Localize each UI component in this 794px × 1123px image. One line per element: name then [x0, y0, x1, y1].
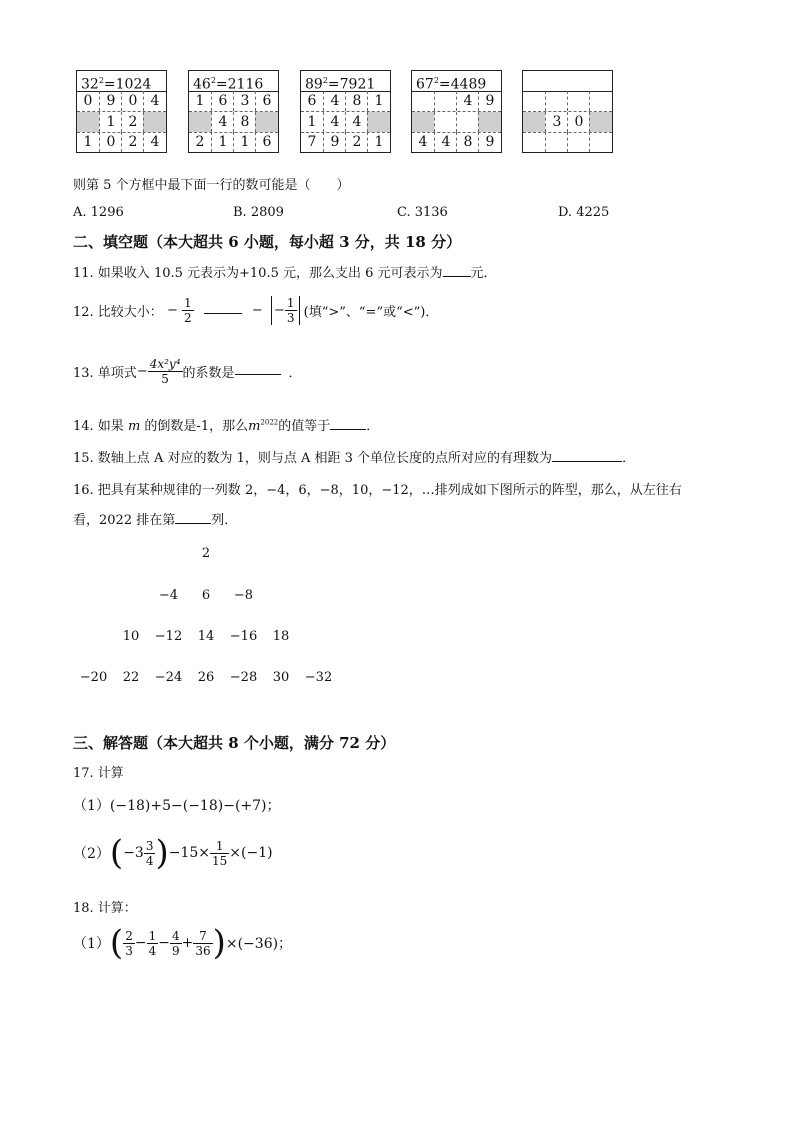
question-17-part-1: （1）(−18)+5−(−18)−(+7)； — [73, 798, 281, 814]
answer-blank[interactable] — [175, 523, 211, 524]
grid-row — [189, 112, 278, 133]
answer-blank[interactable] — [330, 429, 366, 430]
grid-row — [189, 132, 278, 152]
triangle-number: −32 — [304, 670, 333, 685]
answer-blank[interactable] — [235, 374, 281, 375]
grid-cell: 2 — [345, 132, 368, 152]
q12-minus-2: − — [251, 303, 263, 318]
q12-absolute-value: − $\frac{1}{3}$ — [271, 296, 300, 325]
grid-cell: 6 — [255, 132, 278, 152]
grid-cell: 1 — [211, 132, 234, 152]
grid-cell: 1 — [83, 134, 93, 150]
grid-row — [523, 112, 612, 133]
grid-cell: 4 — [323, 91, 346, 111]
grid-cell — [523, 132, 545, 152]
grid-cell: 1 — [195, 93, 205, 109]
triangle-number: −16 — [229, 629, 258, 644]
q12-tail: (填“>”、“=”或“<”)． — [303, 305, 439, 320]
grid-title: $67^2=4489$ — [412, 71, 501, 92]
grid-title: $46^2=2116$ — [189, 71, 278, 92]
grid-cell: 0 — [567, 112, 590, 132]
grid-row — [301, 132, 390, 152]
grid-cell: 7 — [307, 134, 317, 150]
grid-cell: 4 — [345, 112, 368, 132]
question-17-title: 17. 计算 — [73, 766, 124, 781]
grid-cell: 4 — [143, 91, 166, 111]
q11-text: 11. 如果收入 10.5 元表示为+10.5 元，那么支出 6 元可表示为 — [73, 266, 443, 281]
option-c: C. 3136 — [397, 205, 448, 220]
section-3-title: 三、解答题（本大超共 8 个小题，满分 72 分） — [73, 734, 396, 752]
question-13: 13. 单项式− $\frac{\text{4x²y⁴}}{5}$ 的系数是 ． — [73, 357, 302, 386]
grid-row — [77, 112, 166, 133]
q11-tail: 元． — [470, 266, 497, 281]
grid-cell: 8 — [456, 132, 479, 152]
triangle-number: −4 — [158, 588, 179, 603]
question-18-part-1: （1）( $\frac{2}{3}$ − $\frac{1}{4}$ − $\frac{4}{9}$ + $\frac{7}{36}$ )×(−36)； — [73, 923, 293, 963]
grid-cell: 4 — [418, 134, 428, 150]
grid-cell — [434, 112, 457, 132]
grid-cell — [143, 112, 166, 132]
grid-cell: 4 — [434, 132, 457, 152]
grid-row — [77, 132, 166, 152]
grid-row — [523, 91, 612, 112]
grid-cell: 1 — [367, 132, 390, 152]
grid-row — [523, 132, 612, 152]
triangle-number: 22 — [122, 670, 140, 685]
grid-cell — [589, 132, 612, 152]
grid-row — [412, 132, 501, 152]
grid-cell: 3 — [233, 91, 256, 111]
question-10-stem: 则第 5 个方框中最下面一行的数可能是（ ） — [73, 178, 350, 193]
grid-cell: 6 — [211, 91, 234, 111]
grid-cell — [77, 112, 99, 132]
q13-text: 13. 单项式 — [73, 366, 137, 381]
square-grid-2 — [188, 70, 279, 153]
q13-fraction: $\frac{\text{4x²y⁴}}{5}$ — [149, 357, 181, 386]
grid-title: $32^2=1024$ — [77, 71, 166, 92]
grid-cell: 0 — [121, 91, 144, 111]
triangle-number: −20 — [79, 670, 108, 685]
grid-cell — [189, 112, 211, 132]
grid-row — [412, 91, 501, 112]
grid-cell: 9 — [478, 91, 501, 111]
grid-cell — [545, 91, 568, 111]
q12-fraction-1: $\frac{1}{2}$ — [184, 296, 192, 325]
square-grid-4 — [411, 70, 502, 153]
grid-cell — [589, 91, 612, 111]
grid-cell — [523, 112, 545, 132]
grid-cell — [434, 91, 457, 111]
grid-row — [412, 112, 501, 133]
answer-blank[interactable] — [443, 276, 471, 277]
question-18-title: 18. 计算： — [73, 901, 137, 916]
grid-cell: 0 — [99, 132, 122, 152]
triangle-number: −8 — [233, 588, 254, 603]
grid-cell: 4 — [211, 112, 234, 132]
grid-row — [301, 112, 390, 133]
q12-text: 12. 比较大小： — [73, 305, 163, 320]
grid-cell — [367, 112, 390, 132]
question-16-line1: 16. 把具有某种规律的一列数 2，−4，6，−8，10，−12，…排列成如下图所示的阵型，那么，从左往右 — [73, 483, 682, 498]
option-b: B. 2809 — [233, 205, 284, 220]
answer-blank[interactable] — [552, 461, 622, 462]
triangle-number: −24 — [154, 670, 183, 685]
grid-cell — [412, 112, 434, 132]
question-16-line2: 看，2022 排在第 列． — [73, 513, 238, 528]
q13-mid: 的系数是 — [182, 366, 235, 381]
grid-row — [77, 91, 166, 112]
square-grid-3 — [300, 70, 391, 153]
grid-cell — [567, 91, 590, 111]
triangle-number: −28 — [229, 670, 258, 685]
grid-cell: 9 — [323, 132, 346, 152]
grid-title — [523, 71, 612, 92]
grid-cell — [567, 132, 590, 152]
grid-cell: 4 — [143, 132, 166, 152]
grid-cell: 1 — [307, 113, 317, 130]
grid-cell: 4 — [323, 112, 346, 132]
grid-cell: 3 — [545, 112, 568, 132]
grid-cell: 9 — [478, 132, 501, 152]
grid-cell — [545, 132, 568, 152]
question-14: 14. 如果 m 的倒数是-1，那么$m^{2022}$的值等于 ． — [73, 418, 380, 434]
grid-cell — [523, 91, 545, 111]
question-17-part-2: （2）(−3 $\frac{3}{4}$ )−15× $\frac{1}{15}$ ×(−1) — [73, 833, 273, 873]
triangle-number: −12 — [154, 629, 183, 644]
grid-cell — [589, 112, 612, 132]
grid-cell: 2 — [121, 112, 144, 132]
grid-cell: 0 — [83, 93, 93, 109]
grid-cell: 6 — [255, 91, 278, 111]
grid-cell: 1 — [367, 91, 390, 111]
triangle-number: 26 — [197, 670, 215, 685]
grid-cell — [456, 112, 479, 132]
triangle-number: 10 — [122, 629, 140, 644]
grid-cell — [255, 112, 278, 132]
q12-minus: − — [166, 303, 178, 318]
grid-row — [301, 91, 390, 112]
triangle-number: 18 — [272, 629, 290, 644]
grid-cell: 2 — [195, 134, 205, 150]
square-grid-5 — [522, 70, 613, 153]
grid-cell: 1 — [99, 112, 122, 132]
grid-cell: 4 — [456, 91, 479, 111]
square-grid-1 — [76, 70, 167, 153]
grid-cell: 8 — [233, 112, 256, 132]
answer-blank[interactable] — [204, 313, 242, 314]
triangle-number: 2 — [201, 546, 211, 561]
triangle-number: 14 — [197, 629, 215, 644]
question-15: 15. 数轴上点 A 对应的数为 1，则与点 A 相距 3 个单位长度的点所对应的有理数为 ． — [73, 451, 636, 466]
triangle-number: 6 — [201, 588, 211, 603]
grid-cell: 9 — [99, 91, 122, 111]
section-2-title: 二、填空题（本大超共 6 小题，每小超 3 分，共 18 分） — [73, 233, 462, 251]
grid-cell: 6 — [307, 93, 317, 109]
grid-cell — [412, 91, 434, 111]
grid-cell: 8 — [345, 91, 368, 111]
question-11 — [73, 262, 497, 281]
grid-row — [189, 91, 278, 112]
grid-cell: 1 — [233, 132, 256, 152]
grid-title: $89^2=7921$ — [301, 71, 390, 92]
grid-cell — [478, 112, 501, 132]
option-d: D. 4225 — [558, 205, 610, 220]
option-a: A. 1296 — [73, 205, 124, 220]
grid-cell: 2 — [121, 132, 144, 152]
question-12 — [73, 296, 438, 325]
triangle-number: 30 — [272, 670, 290, 685]
